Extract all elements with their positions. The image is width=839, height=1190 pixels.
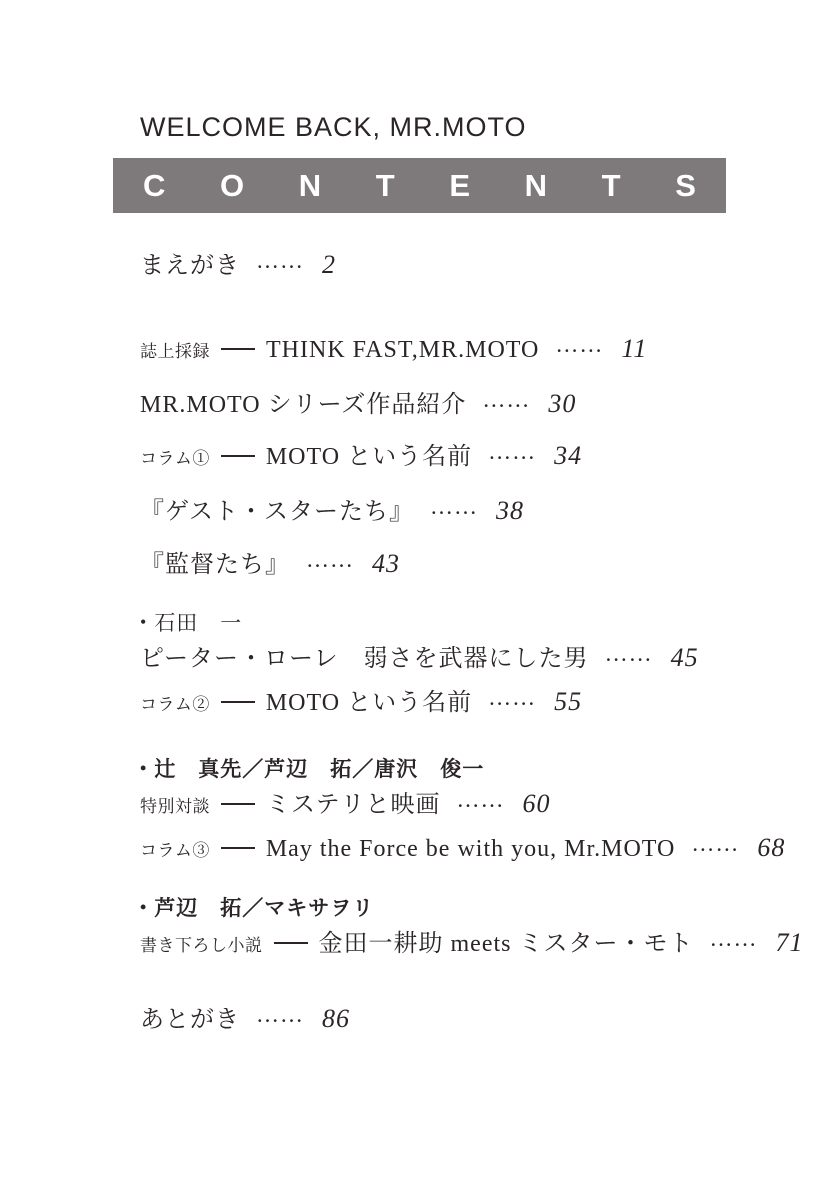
title-line xyxy=(140,387,800,422)
banner-letter: O xyxy=(220,168,245,203)
banner-letter: E xyxy=(449,168,471,203)
toc-row xyxy=(140,1002,800,1037)
toc-row xyxy=(140,685,800,722)
bullet-icon: • xyxy=(140,758,148,778)
author-name: 石田 一 xyxy=(154,611,243,635)
title-line xyxy=(140,787,800,824)
page-number: 11 xyxy=(621,334,648,363)
dots-leader: …… xyxy=(709,926,758,951)
author-line xyxy=(140,890,800,926)
section-title: THINK FAST,MR.MOTO xyxy=(266,337,540,363)
dots-leader: …… xyxy=(555,332,604,357)
toc-row xyxy=(140,248,800,283)
banner-letter: N xyxy=(298,168,322,203)
section-label: 書き下ろし小説 xyxy=(140,936,263,955)
banner-letter: N xyxy=(524,168,548,203)
section-title: 『監督たち』 xyxy=(140,552,290,578)
title-line xyxy=(140,248,800,283)
page-number: 2 xyxy=(322,250,336,279)
contents-banner xyxy=(113,158,726,213)
dots-leader: …… xyxy=(488,439,537,464)
dots-leader: …… xyxy=(456,787,505,812)
section-title: 金田一耕助 meets ミスター・モト xyxy=(318,931,694,957)
section-label: コラム② xyxy=(140,695,210,714)
title-line xyxy=(140,641,800,676)
section-title: May the Force be with you, Mr.MOTO xyxy=(265,836,676,862)
section-label: 誌上採録 xyxy=(140,342,210,361)
title-line xyxy=(140,547,800,582)
bullet-icon: • xyxy=(140,612,148,632)
title-line xyxy=(140,332,800,369)
banner-letter: T xyxy=(601,168,621,203)
toc-row xyxy=(140,332,800,369)
section-title: MOTO という名前 xyxy=(265,444,473,470)
title-line xyxy=(140,685,800,722)
dots-leader: …… xyxy=(306,547,354,572)
toc-row xyxy=(140,890,804,963)
author-name: 辻 真先／芦辺 拓／唐沢 俊一 xyxy=(154,757,485,781)
page-number: 86 xyxy=(322,1004,350,1033)
toc-row xyxy=(140,605,800,676)
toc-row xyxy=(140,831,800,868)
toc-row xyxy=(140,387,800,422)
page-number: 55 xyxy=(554,687,583,716)
dash xyxy=(221,348,255,350)
section-title: まえがき xyxy=(140,253,240,279)
section-title: 『ゲスト・スターたち』 xyxy=(140,499,415,525)
dots-leader: …… xyxy=(430,494,479,519)
author-line xyxy=(140,605,800,641)
dots-leader: …… xyxy=(488,685,537,710)
dash xyxy=(274,942,308,944)
dash xyxy=(221,803,255,805)
toc-row xyxy=(140,751,800,824)
dash xyxy=(221,701,255,703)
bullet-icon: • xyxy=(140,897,148,917)
dash xyxy=(221,455,255,457)
page-number: 45 xyxy=(670,643,699,672)
banner-letter: T xyxy=(375,168,395,203)
author-line xyxy=(140,751,800,787)
section-title: ミステリと映画 xyxy=(266,792,441,818)
title-line xyxy=(140,439,800,476)
section-title: あとがき xyxy=(140,1007,240,1033)
page-number: 38 xyxy=(496,496,525,525)
section-label: 特別対談 xyxy=(140,797,210,816)
section-title: MOTO という名前 xyxy=(265,690,473,716)
title-line xyxy=(140,926,804,963)
page-number: 30 xyxy=(548,389,577,418)
section-title: ピーター・ローレ 弱さを武器にした男 xyxy=(140,646,589,672)
dots-leader: …… xyxy=(256,1002,304,1027)
section-label: コラム③ xyxy=(140,841,210,860)
dots-leader: …… xyxy=(482,387,531,412)
toc-row xyxy=(140,494,800,529)
dash xyxy=(221,847,255,849)
title-line xyxy=(140,494,800,529)
toc-list xyxy=(140,248,804,1037)
banner-letter: C xyxy=(143,168,166,203)
page-number: 68 xyxy=(757,833,786,862)
toc-row xyxy=(140,439,800,476)
page-number: 60 xyxy=(522,789,551,818)
section-label: コラム① xyxy=(140,449,210,468)
title-line xyxy=(140,1002,800,1037)
dots-leader: …… xyxy=(256,248,304,273)
banner-letter: S xyxy=(675,168,696,203)
section-title: MR.MOTO シリーズ作品紹介 xyxy=(140,392,467,418)
page-number: 43 xyxy=(372,549,400,578)
author-name: 芦辺 拓／マキサヲリ xyxy=(154,896,375,920)
title-line xyxy=(140,831,800,868)
page-title: WELCOME BACK, MR.MOTO xyxy=(140,112,527,142)
page-number: 71 xyxy=(775,928,804,957)
toc-row xyxy=(140,547,800,582)
dots-leader: …… xyxy=(691,831,740,856)
dots-leader: …… xyxy=(604,641,653,666)
page-number: 34 xyxy=(554,441,583,470)
